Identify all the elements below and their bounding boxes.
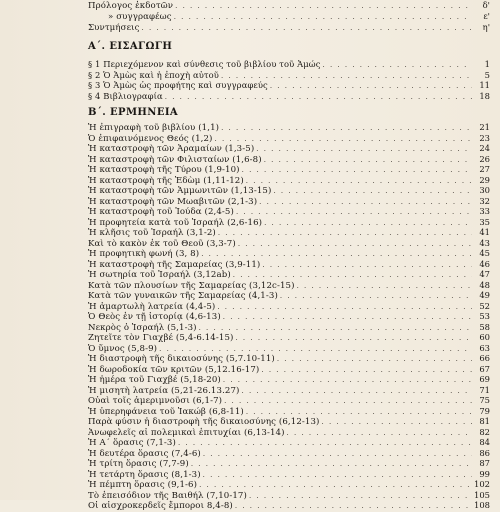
leader-dots	[235, 501, 472, 512]
toc-entry-page: 27	[479, 164, 490, 174]
toc-entry-label: § 4 Βιβλιογραφία	[88, 90, 163, 101]
toc-row-section-a-3	[88, 80, 490, 91]
toc-entry-label: Ἡ καταστροφὴ τῆς Ἐδὼμ (1,11-12)	[88, 175, 244, 186]
toc-entry-label: Ἡ δευτέρα ὅρασις (7,4-6)	[88, 448, 201, 459]
toc-row-section-b	[88, 206, 490, 217]
toc-row-section-b	[88, 122, 490, 133]
toc-row-section-b	[88, 133, 490, 144]
toc-row-section-b	[88, 385, 490, 396]
toc-row-section-b	[88, 437, 490, 448]
toc-entry-label: Ἡ προφητικὴ φωνή (3, 8)	[88, 249, 200, 259]
toc-entry-page: 33	[479, 206, 490, 216]
toc-entry-label: Ἡ κλῆσις τοῦ Ἰσραήλ (3,1-2)	[88, 228, 216, 238]
leader-dots	[175, 1, 472, 12]
toc-entry-label: § 2 Ὁ Ἀμὼς καὶ ἡ ἐποχὴ αὐτοῦ	[88, 69, 219, 80]
toc-entry-label: Οἱ αἰσχροκερδεῖς ἔμποροι 8,4-8)	[88, 501, 233, 511]
toc-entry-label: Τὸ ἐπεισόδιον τῆς Βαιθήλ (7,10-17)	[88, 490, 247, 501]
toc-entry-page: 11	[479, 80, 490, 90]
toc-row-section-b	[88, 427, 490, 438]
toc-entry-label: Συντμήσεις	[88, 23, 140, 33]
toc-entry-page: ε'	[483, 11, 490, 21]
leader-dots	[142, 23, 472, 34]
toc-entry-page: 26	[479, 153, 490, 164]
toc-entry-page: 43	[479, 237, 490, 248]
toc-entry-page: δ'	[482, 0, 490, 10]
toc-row-section-b	[88, 175, 490, 186]
toc-row-section-b	[88, 311, 490, 322]
toc-entry-page: 5	[484, 69, 490, 80]
toc-entry-page: η'	[482, 22, 490, 32]
toc-entry-label: Ἡ τετάρτη ὅρασις (8,1-3)	[88, 469, 201, 480]
toc-entry-page: 45	[479, 248, 490, 258]
toc-row-section-b	[88, 227, 490, 238]
toc-row-preface-editors	[88, 0, 490, 11]
toc-entry-page: 32	[479, 195, 490, 206]
toc-entry-label: Νεκρὸς ὁ Ἰσραήλ (5,1-3)	[88, 322, 197, 333]
toc-entry-page: 81	[479, 416, 490, 426]
toc-entry-label: Ἡ δωροδοκία τῶν κριτῶν (5,12.16-17)	[88, 364, 260, 375]
toc-row-section-b	[88, 469, 490, 480]
toc-row-section-a-2	[88, 70, 490, 81]
toc-entry-page: 105	[474, 489, 490, 500]
toc-row-section-b	[88, 301, 490, 312]
toc-row-section-b	[88, 490, 490, 501]
toc-entry-label: Ἡ καταστροφὴ τῶν Μωαβιτῶν (2,1-3)	[88, 196, 258, 207]
toc-entry-label: Ἡ καταστροφὴ τῶν Ἀραμαίων (1,3-5)	[88, 144, 255, 154]
toc-entry-label: Ἡ σωτηρία τοῦ Ἰσραήλ (3,12ab)	[88, 270, 231, 280]
toc-entry-page: 87	[479, 458, 490, 468]
toc-entry-label: Ἡ μισητὴ λατρεία (5,21-26.13.27)	[88, 385, 240, 396]
table-of-contents	[88, 0, 490, 511]
toc-row-section-b	[88, 395, 490, 406]
toc-entry-label: Παρὰ φύσιν ἡ διαστροφὴ τῆς δικαιοσύνης (6,12-13)	[88, 417, 320, 427]
leader-dots	[165, 92, 472, 103]
toc-entry-page: 1	[484, 59, 490, 69]
section-b-entries	[88, 122, 490, 511]
toc-row-section-b	[88, 280, 490, 291]
toc-entry-page: 67	[479, 363, 490, 374]
toc-entry-label: Ἡ πέμπτη ὅρασις (9,1-6)	[88, 480, 198, 490]
toc-entry-page: 58	[479, 321, 490, 332]
toc-row-section-b	[88, 374, 490, 385]
toc-row-section-a-1	[88, 59, 490, 70]
toc-entry-label: Ὁ ὕμνος (5,8-9)	[88, 343, 158, 354]
toc-row-section-b	[88, 248, 490, 259]
toc-entry-page: 41	[479, 227, 490, 237]
toc-row-section-b	[88, 290, 490, 301]
toc-row-section-b	[88, 185, 490, 196]
toc-entry-label: Ἡ διαστροφὴ τῆς δικαιοσύνης (5,7.10-11)	[88, 354, 275, 364]
toc-row-section-b	[88, 353, 490, 364]
toc-row-section-b	[88, 217, 490, 228]
toc-entry-page: 71	[479, 384, 490, 395]
toc-entry-label: Ἡ ὑπερηφάνεια τοῦ Ἰακώβ (6,8-11)	[88, 406, 244, 417]
toc-entry-page: 30	[479, 185, 490, 195]
toc-row-section-b	[88, 500, 490, 511]
toc-row-abbreviations	[88, 22, 490, 33]
leader-dots	[174, 12, 472, 23]
toc-row-section-b	[88, 322, 490, 333]
toc-entry-page: 102	[474, 479, 490, 489]
toc-row-section-b	[88, 164, 490, 175]
toc-entry-page: 24	[479, 143, 490, 153]
toc-row-section-b	[88, 479, 490, 490]
toc-entry-label: Ὁ Θεὸς ἐν τῇ ἱστορίᾳ (4,6-13)	[88, 312, 221, 322]
toc-entry-page: 108	[474, 500, 490, 510]
toc-row-section-b	[88, 458, 490, 469]
toc-row-section-b	[88, 143, 490, 154]
toc-entry-label: Ἡ καταστροφὴ τῆς Τύρου (1,9-10)	[88, 165, 240, 175]
toc-entry-label: Ἡ ἐπιγραφὴ τοῦ βιβλίου (1,1)	[88, 123, 220, 133]
toc-entry-label: Ζητεῖτε τὸν Γιαχβέ (5,4-6.14-15)	[88, 333, 234, 343]
toc-entry-label: Ὁ ἐπιφαινόμενος Θεός (1,2)	[88, 133, 213, 144]
toc-entry-label: Ἡ ἡμέρα τοῦ Γιαχβέ (5,18-20)	[88, 375, 221, 385]
toc-entry-page: 35	[479, 216, 490, 227]
toc-row-section-b	[88, 238, 490, 249]
toc-entry-page: 79	[479, 405, 490, 416]
toc-row-section-b	[88, 416, 490, 427]
toc-entry-page: 48	[479, 279, 490, 290]
toc-entry-page: 84	[479, 437, 490, 447]
toc-entry-label: Ἡ ἁμαρτωλὴ λατρεία (4,4-5)	[88, 301, 216, 312]
toc-row-section-b	[88, 343, 490, 354]
toc-entry-label: Ἡ Α΄ ὅρασις (7,1-3)	[88, 438, 176, 448]
toc-entry-label: Ἡ καταστροφὴ τῶν Ἀμμωνιτῶν (1,13-15)	[88, 186, 272, 196]
toc-entry-page: 53	[479, 311, 490, 321]
toc-entry-page: 52	[479, 300, 490, 311]
toc-entry-label: Ἡ καταστροφὴ τοῦ Ἰούδα (2,4-5)	[88, 207, 234, 217]
toc-entry-page: 75	[479, 395, 490, 405]
toc-entry-label: Ἡ τρίτη ὅρασις (7,7-9)	[88, 459, 189, 469]
toc-row-preface-author	[88, 11, 490, 22]
toc-entry-label: Κατὰ τῶν γυναικῶν τῆς Σαμαρείας (4,1-3)	[88, 291, 278, 301]
toc-entry-page: 60	[479, 332, 490, 342]
toc-entry-page: 21	[479, 122, 490, 132]
toc-entry-label: § 3 Ὁ Ἀμὼς ὡς προφήτης καὶ συγγραφεύς	[88, 80, 268, 90]
toc-entry-page: 69	[479, 374, 490, 384]
toc-entry-label: Κατὰ τῶν πλουσίων τῆς Σαμαρείας (3,12c-15)	[88, 280, 295, 291]
toc-entry-label: Οὐαὶ τοῖς ἀμεριμνοῦσι (6,1-7)	[88, 396, 223, 406]
toc-entry-label: Ἡ προφητεία κατὰ τοῦ Ἰσραήλ (2,6-16)	[88, 217, 263, 228]
toc-row-section-b	[88, 269, 490, 280]
toc-row-section-b	[88, 332, 490, 343]
toc-row-section-b	[88, 259, 490, 270]
toc-entry-label: Ἡ καταστροφὴ τῶν Φιλισταίων (1,6-8)	[88, 154, 262, 165]
toc-entry-label: » συγγραφέως	[108, 12, 172, 22]
toc-entry-page: 82	[479, 426, 490, 437]
toc-row-section-b	[88, 406, 490, 417]
toc-entry-label: § 1 Περιεχόμενον καὶ σύνθεσις τοῦ βιβλίου τοῦ Ἀμώς	[88, 59, 321, 69]
toc-row-section-b	[88, 154, 490, 165]
toc-entry-page: 49	[479, 290, 490, 300]
section-b-heading: Β΄. ΕΡΜΗΝΕΙΑ	[88, 107, 179, 118]
toc-entry-page: 18	[479, 90, 490, 101]
toc-entry-page: 86	[479, 447, 490, 458]
toc-entry-page: 29	[479, 174, 490, 185]
section-a-heading: Α΄. ΕΙΣΑΓΩΓΗ	[88, 41, 173, 52]
toc-entry-label: Ἀνωφελεῖς αἱ πολεμικαὶ ἐπιτυχίαι (6,13-14)	[88, 427, 285, 438]
toc-entry-label: Καὶ τὸ κακὸν ἐκ τοῦ Θεοῦ (3,3-7)	[88, 238, 236, 249]
toc-row-section-a-4	[88, 91, 490, 102]
toc-entry-page: 46	[479, 258, 490, 269]
toc-entry-page: 66	[479, 353, 490, 363]
toc-entry-page: 63	[479, 342, 490, 353]
toc-entry-page: 99	[479, 468, 490, 479]
toc-entry-label: Ἡ καταστροφὴ τῆς Σαμαρείας (3,9-11)	[88, 259, 261, 270]
toc-entry-page: 23	[479, 132, 490, 143]
toc-entry-label: Πρόλογος ἐκδοτῶν	[88, 1, 174, 11]
toc-row-section-b	[88, 448, 490, 459]
toc-row-section-b	[88, 196, 490, 207]
toc-entry-page: 47	[479, 269, 490, 279]
toc-row-section-b	[88, 364, 490, 375]
